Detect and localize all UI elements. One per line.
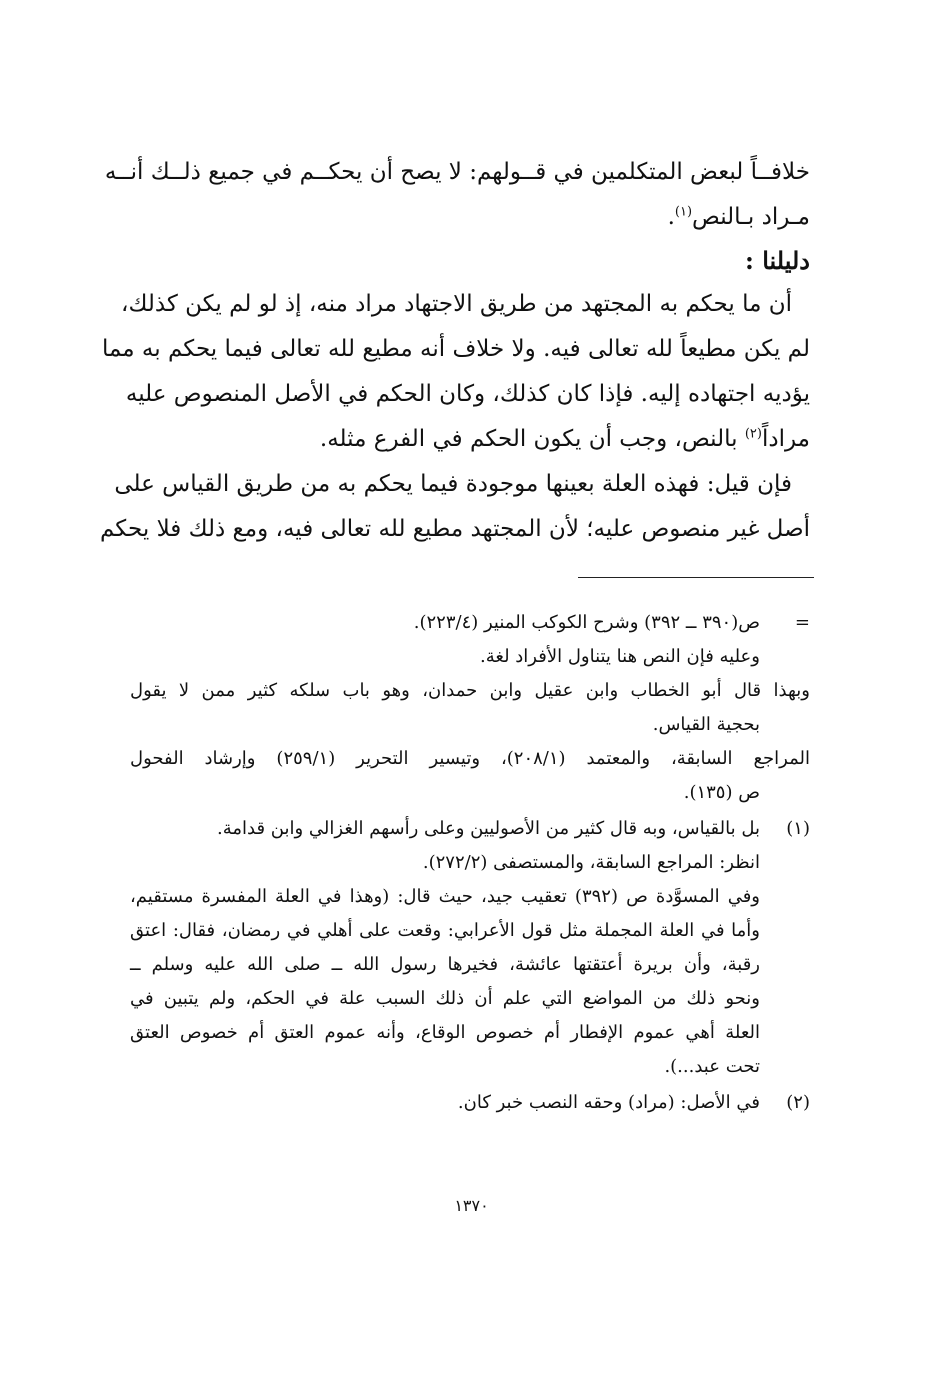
text-segment: بالنص، وجب أن يكون الحكم في الفرع مثله. [319, 426, 738, 452]
footnote-line: وبهذا قال أبو الخطاب وابن عقيل وابن حمدان، وهو باب سلكه كثير ممن لا يقول [130, 680, 810, 701]
text-line: يؤديه اجتهاده إليه. فإذا كان كذلك، وكان الحكم في الأصل المنصوص عليه [125, 381, 810, 407]
footnote-line: انظر: المراجع السابقة، والمستصفى (٢٧٢/٢). [422, 852, 760, 873]
footnote-line: المراجع السابقة، والمعتمد (٢٠٨/١)، وتيسير التحرير (٢٥٩/١) وإرشاد الفحول [130, 748, 811, 769]
footnote-ref: (١) [674, 204, 693, 220]
text-line: لم يكن مطيعاً لله تعالى فيه. ولا خلاف أنه مطيع لله تعالى فيما يحكم به مما [101, 336, 810, 362]
text-segment: . [667, 204, 675, 230]
section-heading: دليلنا : [745, 246, 810, 275]
text-segment: مـراد بـالنص [692, 204, 810, 230]
footnote-line: ص (١٣٥). [683, 782, 760, 803]
footnote-line: ص(٣٩٠ ــ ٣٩٢) وشرح الكوكب المنير (٢٢٣/٤). [413, 612, 760, 633]
footnotes [130, 606, 810, 1122]
footnote-line: وفي المسوَّدة ص (٣٩٢) تعقيب جيد، حيث قال: (وهذا في العلة المفسرة مستقيم، [130, 886, 760, 907]
footnote-2 [130, 1086, 810, 1120]
footnote-line: بحجية القياس. [652, 714, 760, 735]
footnote-line: ونحو ذلك من المواضع التي علم أن ذلك السبب علة في الحكم، ولم يتبين في [130, 988, 760, 1009]
page-number: ١٣٧٠ [454, 1196, 489, 1215]
footnote-continuation [130, 606, 810, 810]
footnote-marker: (٢) [786, 1092, 810, 1113]
footnote-1 [130, 812, 810, 1084]
text-line [130, 417, 810, 462]
main-text [100, 150, 810, 552]
footnote-line: رقبة، وأن بريرة أعتقتها عائشة، فخيرها رسول الله ــ صلى الله عليه وسلم ــ [130, 954, 760, 975]
footnote-line: بل بالقياس، وبه قال كثير من الأصوليين وعلى رأسهم الغزالي وابن قدامة. [217, 818, 760, 839]
footnote-line: وأما في العلة المجملة مثل قول الأعرابي: وقعت على أهلي في رمضان، فقال: اعتق [130, 920, 760, 941]
text-line: خلافــاً لبعض المتكلمين في قــولهم: لا يصح أن يحكــم في جميع ذلــك أنــه [104, 159, 810, 185]
footnote-marker: (١) [786, 818, 810, 839]
text-line: فإن قيل: فهذه العلة بعينها موجودة فيما يحكم به من طريق القياس على [114, 471, 792, 497]
footnote-line: وعليه فإن النص هنا يتناول الأفراد لغة. [480, 646, 760, 667]
footnote-line: العلة أهي عموم الإفطار أم خصوص الوقاع، وأنه عموم العتق أم خصوص العتق [130, 1022, 760, 1043]
footnote-line: تحت عبد...). [664, 1056, 760, 1077]
footnote-separator [578, 577, 814, 578]
footnote-ref: (٢) [744, 426, 762, 442]
text-line [130, 195, 810, 240]
text-segment: مراداً [761, 426, 810, 452]
text-line: أصل غير منصوص عليه؛ لأن المجتهد مطيع لله تعالى فيه، ومع ذلك فلا يحكم [100, 516, 810, 542]
text-line: أن ما يحكم به المجتهد من طريق الاجتهاد مراد منه، إذ لو لم يكن كذلك، [121, 291, 792, 317]
footnote-line: في الأصل: (مراد) وحقه النصب خبر كان. [457, 1092, 760, 1113]
continuation-marker: = [794, 612, 810, 633]
